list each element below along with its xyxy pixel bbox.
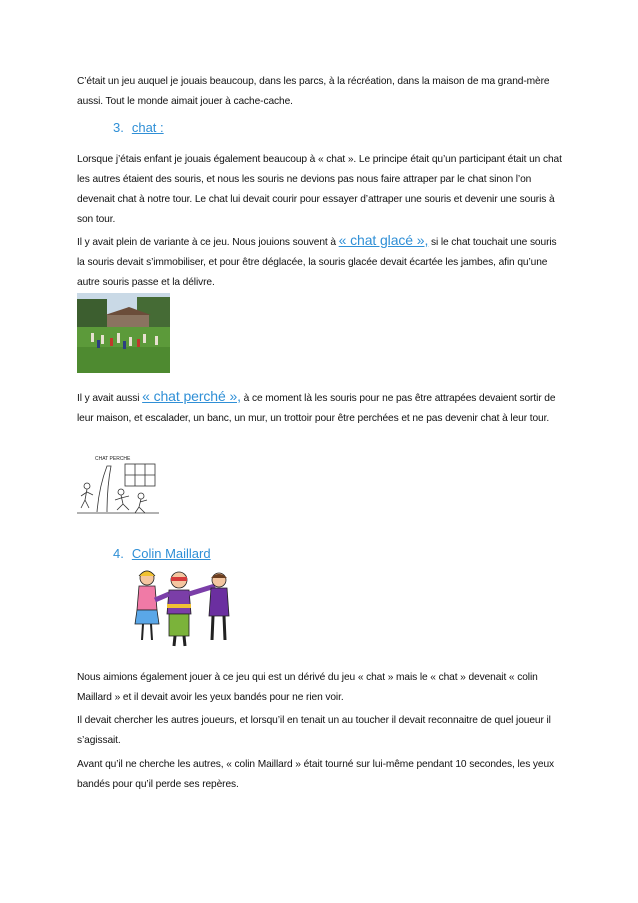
paragraph-chat-rules: Lorsque j’étais enfant je jouais également beaucoup à « chat ». Le principe était qu’un participant était un chat les autres étaient des souris, et nous les souris ne devions pas nous faire attraper par le chat sinon l’on devenait chat à notre tour. Le chat lui devait courir pour essayer d’attraper une souris et devenir une souris à son tour. xyxy=(77,154,562,225)
text-segment: à ce moment là les souris pour ne pas être attrapées devaient sortir de leur maison, et escalader, un banc, un mur, un trottoir pour être perchées et ne pas devenir chat à leur tour. xyxy=(77,393,556,424)
paragraph-chat-glace xyxy=(77,230,563,293)
heading-number: 3. xyxy=(113,120,124,135)
paragraph-colin-maillard-intro: Nous aimions également jouer à ce jeu qui est un dérivé du jeu « chat » mais le « chat » devenait « colin Maillard » et il devait avoir les yeux bandés pour ne rien voir. xyxy=(77,672,538,703)
heading-chat xyxy=(113,120,164,135)
illustration-colin-maillard xyxy=(133,566,235,648)
photo-children-playing xyxy=(77,293,170,373)
text-segment: Il y avait aussi xyxy=(77,393,143,404)
heading-title[interactable]: Colin Maillard xyxy=(131,546,211,561)
text-segment: Il y avait plein de variante à ce jeu. Nous jouions souvent à xyxy=(77,237,339,248)
drawing-chat-perche xyxy=(77,452,159,515)
paragraph-colin-maillard-spin: Avant qu’il ne cherche les autres, « colin Maillard » était tourné sur lui-même pendant 10 secondes, les yeux bandés pour qu’il perde ses repères. xyxy=(77,759,555,790)
paragraph-chat-perche xyxy=(77,386,563,429)
link-chat-perche[interactable]: « chat perché », xyxy=(142,388,241,404)
link-chat-glace[interactable]: « chat glacé », xyxy=(338,232,429,248)
paragraph-cache-cache: C’était un jeu auquel je jouais beaucoup, dans les parcs, à la récréation, dans la maison de ma grand-mère aussi. Tout le monde aimait jouer à cache-cache. xyxy=(77,76,550,107)
drawing-caption: CHAT PERCHE xyxy=(95,456,131,462)
heading-title[interactable]: chat : xyxy=(131,120,164,135)
heading-colin-maillard xyxy=(113,546,211,561)
paragraph-colin-maillard-search: Il devait chercher les autres joueurs, et lorsqu’il en tenait un au toucher il devait reconnaitre de quel joueur il s’agissait. xyxy=(77,715,551,746)
text-segment: si le chat touchait une souris la souris devait s’immobiliser, et pour être déglacée, la souris glacée devait écartée les jambes, afin qu’une autre souris passe et la délivre. xyxy=(77,237,557,288)
heading-number: 4. xyxy=(113,546,124,561)
